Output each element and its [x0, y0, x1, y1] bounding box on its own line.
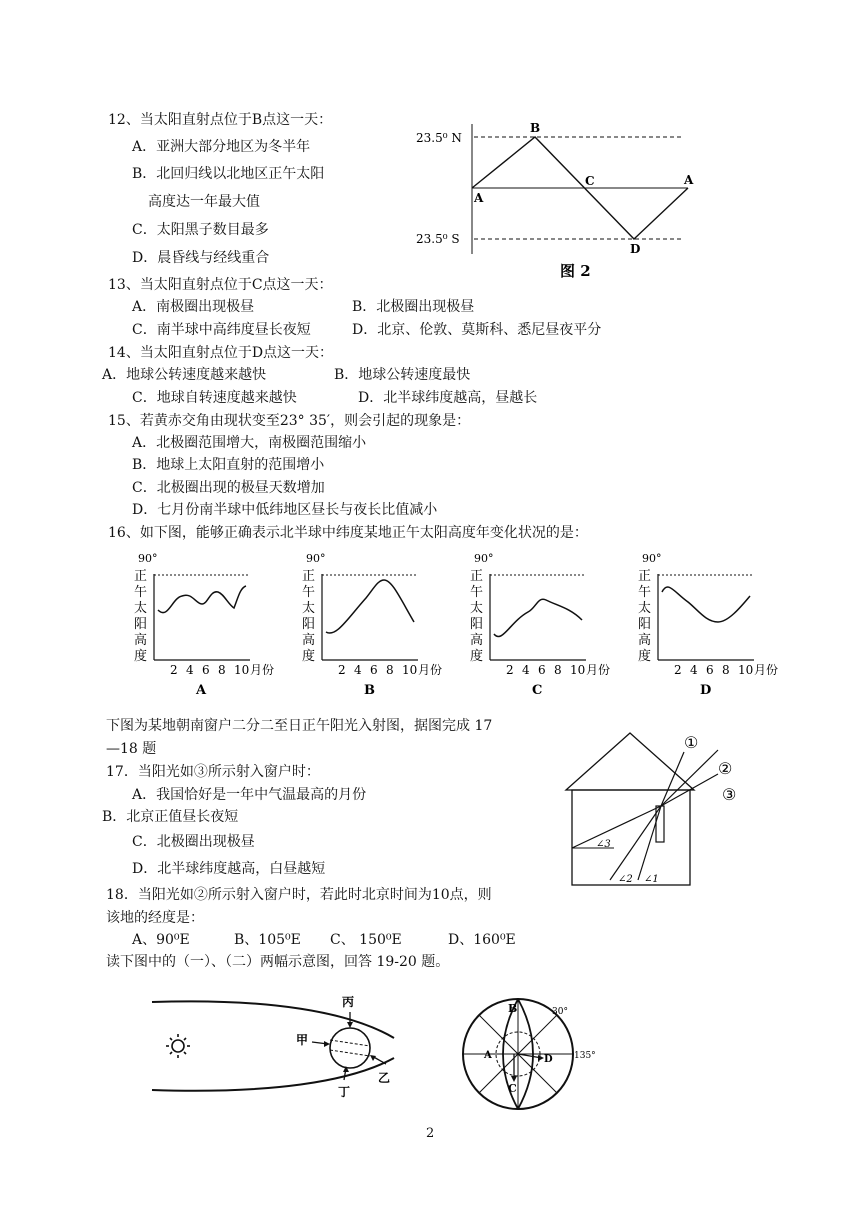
q17-option-b: B．北京正值昼长夜短	[102, 809, 239, 825]
q16-ylabel-char: 午	[638, 585, 652, 600]
q16-ylabel-char: 阳	[134, 617, 148, 632]
fig2-point-a: A	[474, 191, 484, 205]
q16-curve	[326, 580, 414, 633]
q16-ylabel-char: 高	[302, 633, 316, 648]
q13-stem: 13、当太阳直射点位于C点这一天：	[108, 277, 333, 293]
q12-stem: 12、当太阳直射点位于B点这一天：	[108, 112, 333, 128]
angle-2-label: ∠2	[618, 874, 633, 885]
q18-option-b: B、105⁰E	[234, 932, 301, 948]
intro-17-18-line2: —18 题	[106, 741, 157, 757]
fig2-point-d: D	[630, 242, 641, 256]
q15-option-d: D．七月份南半球中低纬地区昼长与夜长比值减小	[132, 502, 438, 518]
q18-option-d: D、160⁰E	[448, 932, 516, 948]
fig2-label-n: 23.5⁰ N	[416, 131, 462, 145]
q16-ylabel-char: 正	[134, 569, 148, 584]
q16-tick-label: 4	[186, 663, 194, 677]
q16-ylabel-char: 太	[470, 601, 484, 616]
q16-tick-label: 8	[554, 663, 562, 677]
q16-tick-label: 6	[538, 663, 546, 677]
q12-option-b-cont: 高度达一年最大值	[148, 194, 260, 210]
q18-stem-line2: 该地的经度是：	[106, 910, 204, 926]
q16-top-label: 90°	[138, 552, 158, 565]
q16-chart-b	[302, 552, 442, 698]
q16-ylabel-char: 太	[638, 601, 652, 616]
q17-stem: 17．当阳光如③所示射入窗户时：	[106, 764, 320, 780]
q16-curve	[662, 587, 750, 622]
q15-option-b: B．地球上太阳直射的范围增小	[132, 457, 325, 473]
q16-tick-label: 8	[218, 663, 226, 677]
q14-option-b: B．地球公转速度最快	[334, 367, 471, 383]
globe-label-c: C	[508, 1082, 517, 1095]
q16-top-label: 90°	[306, 552, 326, 565]
q17-option-a: A．我国恰好是一年中气温最高的月份	[132, 787, 367, 803]
q15-option-c: C．北极圈出现的极昼天数增加	[132, 480, 325, 496]
q16-tick-label: 10	[234, 663, 250, 677]
globe-figure	[448, 996, 608, 1116]
q17-option-c: C．北极圈出现极昼	[132, 834, 255, 850]
q16-tick-label: 10	[570, 663, 586, 677]
intro-17-18-line1: 下图为某地朝南窗户二分二至日正午阳光入射图，据图完成 17	[106, 718, 493, 734]
fig2-point-a2: A	[684, 173, 694, 187]
fig2-point-c: C	[585, 174, 595, 188]
ray-3-label: ③	[722, 785, 737, 804]
q16-chart-a	[134, 552, 274, 698]
q13-option-b: B．北极圈出现极昼	[352, 299, 475, 315]
q16-ylabel-char: 午	[302, 585, 316, 600]
q16-chart-c	[470, 552, 610, 698]
q16-ylabel-char: 午	[134, 585, 148, 600]
q16-option-label: D	[700, 683, 712, 698]
q12-option-d: D．晨昏线与经线重合	[132, 250, 270, 266]
q16-ylabel-char: 度	[134, 649, 148, 664]
figure-2-subsolar-diagram	[412, 112, 702, 282]
q16-curve	[494, 599, 582, 636]
sun-icon	[166, 1034, 190, 1058]
orbit-figure	[150, 990, 410, 1110]
q16-option-label: A	[196, 683, 207, 698]
ray-2-label: ②	[718, 759, 733, 778]
angle-3-label: ∠3	[596, 839, 611, 850]
q14-stem: 14、当太阳直射点位于D点这一天：	[108, 345, 334, 361]
globe-label-30: 30°	[552, 1007, 568, 1017]
q16-ylabel-char: 度	[302, 649, 316, 664]
q16-top-label: 90°	[474, 552, 494, 565]
q16-ylabel-char: 高	[134, 633, 148, 648]
q16-option-label: C	[532, 683, 543, 698]
q15-stem: 15、若黄赤交角由现状变至23° 35′，则会引起的现象是：	[108, 413, 471, 429]
q16-unit-label: 月份	[586, 663, 611, 677]
q16-tick-label: 2	[338, 663, 346, 677]
q16-tick-label: 6	[202, 663, 210, 677]
q13-option-a: A．南极圈出现极昼	[132, 299, 255, 315]
q16-unit-label: 月份	[418, 663, 443, 677]
q18-option-a: A、90⁰E	[132, 932, 190, 948]
q16-tick-label: 8	[722, 663, 730, 677]
globe-label-d: D	[544, 1054, 553, 1065]
page-number: 2	[426, 1126, 435, 1141]
q16-ylabel-char: 高	[638, 633, 652, 648]
q16-ylabel-char: 度	[470, 649, 484, 664]
q17-option-d: D．北半球纬度越高，白昼越短	[132, 861, 326, 877]
q16-ylabel-char: 高	[470, 633, 484, 648]
q13-option-c: C．南半球中高纬度昼长夜短	[132, 322, 311, 338]
q16-ylabel-char: 正	[638, 569, 652, 584]
orbit-label-bing: 丙	[342, 995, 355, 1009]
intro-19-20: 读下图中的（一）、（二）两幅示意图，回答 19-20 题。	[106, 954, 450, 970]
q16-tick-label: 10	[738, 663, 754, 677]
q14-option-d: D．北半球纬度越高，昼越长	[358, 390, 538, 406]
q16-ylabel-char: 正	[302, 569, 316, 584]
q16-tick-label: 2	[674, 663, 682, 677]
q16-ylabel-char: 阳	[638, 617, 652, 632]
q16-ylabel-char: 度	[638, 649, 652, 664]
q16-chart-d	[638, 552, 778, 698]
q16-tick-label: 4	[690, 663, 698, 677]
fig2-caption: 图 2	[560, 262, 591, 280]
q16-unit-label: 月份	[250, 663, 275, 677]
q12-option-a: A．亚洲大部分地区为冬半年	[132, 139, 311, 155]
globe-label-a: A	[484, 1050, 492, 1061]
q18-option-c: C、 150⁰E	[330, 932, 402, 948]
q14-option-c: C．地球自转速度越来越快	[132, 390, 297, 406]
angle-1-label: ∠1	[644, 874, 659, 885]
q16-ylabel-char: 正	[470, 569, 484, 584]
q16-tick-label: 6	[706, 663, 714, 677]
q16-top-label: 90°	[642, 552, 662, 565]
q18-stem-line1: 18．当阳光如②所示射入窗户时，若此时北京时间为10点，则	[106, 887, 492, 903]
q16-option-label: B	[364, 683, 375, 698]
q16-tick-label: 2	[506, 663, 514, 677]
q16-tick-label: 8	[386, 663, 394, 677]
fig2-label-s: 23.5⁰ S	[416, 232, 460, 246]
q16-stem: 16、如下图，能够正确表示北半球中纬度某地正午太阳高度年变化状况的是：	[108, 525, 588, 541]
globe-label-135: 135°	[574, 1051, 596, 1061]
q16-tick-label: 10	[402, 663, 418, 677]
q12-option-b: B．北回归线以北地区正午太阳	[132, 166, 325, 182]
orbit-label-ding: 丁	[338, 1085, 351, 1099]
fig2-point-b: B	[530, 121, 541, 135]
q16-ylabel-char: 阳	[302, 617, 316, 632]
q16-charts	[132, 548, 792, 698]
q15-option-a: A．北极圈范围增大，南极圈范围缩小	[132, 435, 367, 451]
ray-1-label: ①	[684, 733, 699, 752]
window-sunlight-figure	[560, 730, 770, 890]
q16-ylabel-char: 阳	[470, 617, 484, 632]
q14-option-a: A．地球公转速度越来越快	[102, 367, 267, 383]
q13-option-d: D．北京、伦敦、莫斯科、悉尼昼夜平分	[352, 322, 602, 338]
q16-ylabel-char: 太	[302, 601, 316, 616]
q16-tick-label: 6	[370, 663, 378, 677]
q16-ylabel-char: 午	[470, 585, 484, 600]
globe-label-b: B	[508, 1002, 518, 1015]
q12-option-c: C．太阳黑子数目最多	[132, 222, 269, 238]
q16-tick-label: 2	[170, 663, 178, 677]
q16-tick-label: 4	[354, 663, 362, 677]
q16-tick-label: 4	[522, 663, 530, 677]
q16-ylabel-char: 太	[134, 601, 148, 616]
q16-curve	[158, 586, 246, 613]
orbit-label-yi: 乙	[378, 1071, 391, 1085]
orbit-label-jia: 甲	[296, 1033, 309, 1047]
q16-unit-label: 月份	[754, 663, 779, 677]
